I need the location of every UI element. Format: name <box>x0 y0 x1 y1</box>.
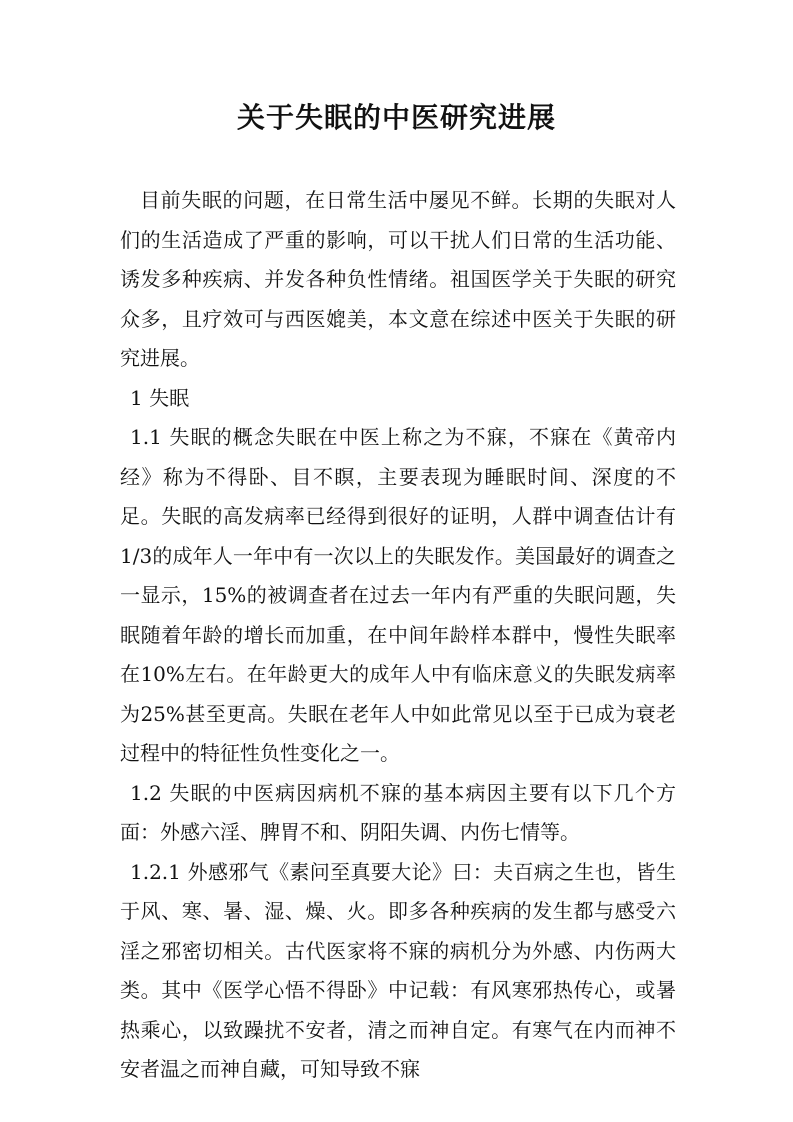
document-title: 关于失眠的中医研究进展 <box>236 101 556 134</box>
paragraph-1-2: 1.2 失眠的中医病因病机不寐的基本病因主要有以下几个方面：外感六淫、脾胃不和、阴阳失调、内伤七情等。 <box>120 780 676 844</box>
document-body <box>120 181 676 1090</box>
intro-paragraph: 目前失眠的问题，在日常生活中屡见不鲜。长期的失眠对人们的生活造成了严重的影响，可以干扰人们日常的生活功能、诱发多种疾病、并发各种负性情绪。祖国医学关于失眠的研究众多，且疗效可与西医媲美，本文意在综述中医关于失眠的研究进展。 <box>120 188 676 370</box>
paragraph-1-1: 1.1 失眠的概念失眠在中医上称之为不寐，不寐在《黄帝内经》称为不得卧、目不瞑，主要表现为睡眠时间、深度的不足。失眠的高发病率已经得到很好的证明，人群中调查估计有1/3的成年人一年中有一次以上的失眠发作。美国最好的调查之一显示，15%的被调查者在过去一年内有严重的失眠问题，失眠随着年龄的增长而加重，在中间年龄样本群中，慢性失眠率在10%左右。在年龄更大的成年人中有临床意义的失眠发病率为25%甚至更高。失眠在老年人中如此常见以至于已成为衰老过程中的特征性负性变化之一。 <box>120 425 676 765</box>
paragraph-1-2-1: 1.2.1 外感邪气《素问至真要大论》曰：夫百病之生也，皆生于风、寒、暑、湿、燥、火。即多各种疾病的发生都与感受六淫之邪密切相关。古代医家将不寐的病机分为外感、内伤两大类。其中《医学心悟不得卧》中记载：有风寒邪热传心，或暑热乘心，以致躁扰不安者，清之而神自定。有寒气在内而神不安者温之而神自藏，可知导致不寐 <box>120 859 676 1081</box>
section-heading-insomnia: 1 失眠 <box>130 385 190 410</box>
